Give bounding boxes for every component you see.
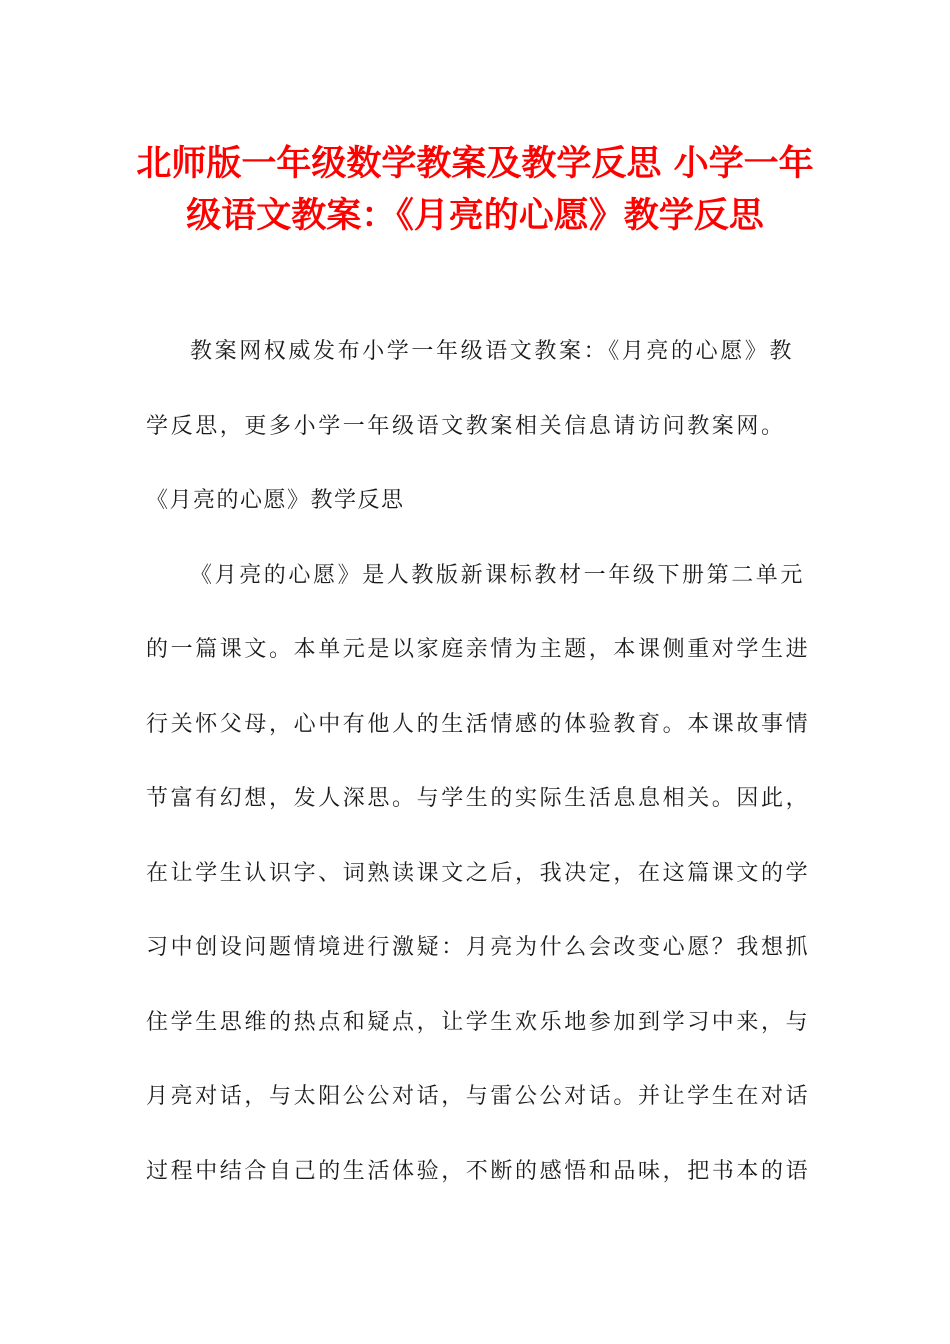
paragraph-line: 月亮对话，与太阳公公对话，与雷公公对话。并让学生在对话	[146, 1084, 811, 1109]
paragraph-line: 教案网权威发布小学一年级语文教案：《月亮的心愿》教	[190, 339, 795, 364]
paragraph-line: 过程中结合自己的生活体验，不断的感悟和品味，把书本的语	[146, 1158, 811, 1184]
document-title	[90, 138, 860, 242]
section-heading: 《月亮的心愿》教学反思	[146, 488, 405, 513]
paragraph-line: 习中创设问题情境进行激疑：月亮为什么会改变心愿？我想抓	[146, 935, 811, 960]
title-line-1: 北师版一年级数学教案及教学反思 小学一年	[136, 144, 814, 184]
paragraph-line: 节富有幻想，发人深思。与学生的实际生活息息相关。因此，	[146, 786, 811, 811]
paragraph-line: 住学生思维的热点和疑点，让学生欢乐地参加到学习中来，与	[146, 1009, 811, 1035]
paragraph-line: 《月亮的心愿》是人教版新课标教材一年级下册第二单元	[190, 562, 806, 588]
document-body	[146, 322, 811, 1216]
paragraph-line: 的一篇课文。本单元是以家庭亲情为主题，本课侧重对学生进	[146, 637, 811, 662]
title-line-2: 级语文教案：《月亮的心愿》教学反思	[186, 196, 764, 236]
paragraph-line: 在让学生认识字、词熟读课文之后，我决定，在这篇课文的学	[146, 860, 811, 886]
paragraph-line: 学反思，更多小学一年级语文教案相关信息请访问教案网。	[146, 413, 786, 439]
paragraph-line: 行关怀父母，心中有他人的生活情感的体验教育。本课故事情	[146, 711, 811, 737]
